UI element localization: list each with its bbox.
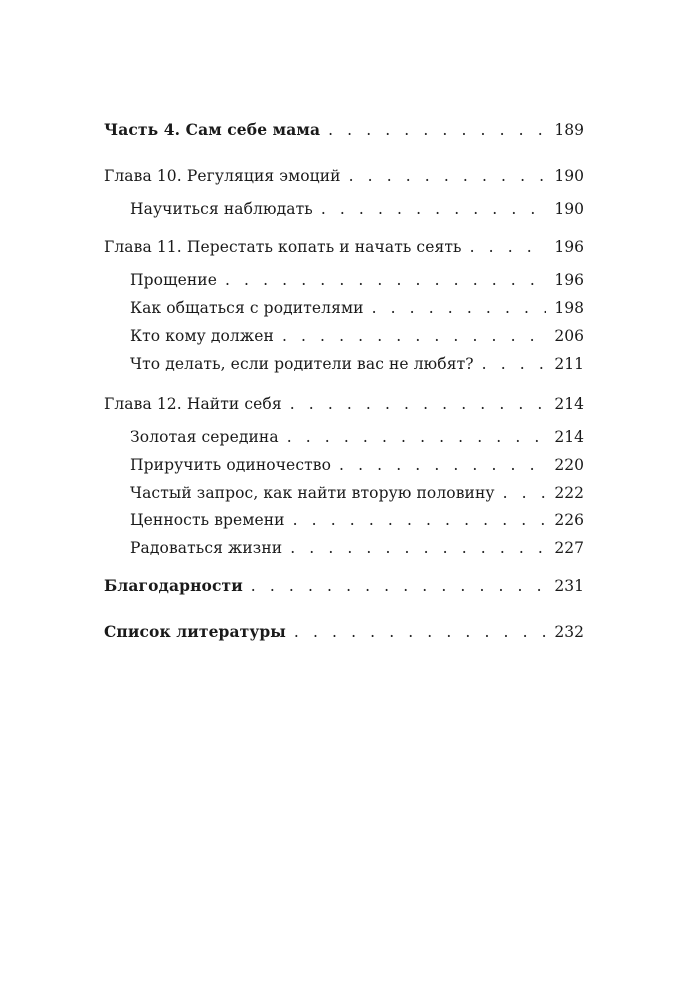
toc-leader-dots xyxy=(339,453,546,477)
toc-entry-page: 196 xyxy=(554,238,584,256)
toc-entry-title: Научиться наблюдать xyxy=(130,200,313,218)
toc-entry-title: Ценность времени xyxy=(130,511,285,529)
toc-leader-dots xyxy=(293,508,547,532)
toc-entry-title: Глава 11. Перестать копать и начать сеять xyxy=(104,238,462,256)
toc-entry-title: Что делать, если родители вас не любят? xyxy=(130,355,474,373)
toc-entry-part-4 xyxy=(104,118,584,142)
toc-entry-title: Часть 4. Сам себе мама xyxy=(104,120,321,139)
toc-entry-title: Золотая середина xyxy=(130,428,279,446)
toc-entry-page: 214 xyxy=(554,395,584,413)
toc-entry-chapter-11 xyxy=(104,235,584,259)
toc-leader-dots xyxy=(328,118,546,142)
toc-entry-acknowledgements xyxy=(104,574,584,598)
toc-entry-page: 214 xyxy=(554,428,584,446)
toc-entry-section xyxy=(130,324,584,348)
toc-entry-section xyxy=(130,425,584,449)
toc-entry-title: Благодарности xyxy=(104,576,243,595)
toc-entry-page: 211 xyxy=(554,355,584,373)
toc-leader-dots xyxy=(372,296,547,320)
toc-leader-dots xyxy=(251,574,547,598)
toc-entry-page: 190 xyxy=(554,200,584,218)
toc-leader-dots xyxy=(290,392,547,416)
toc-entry-page: 222 xyxy=(554,484,584,502)
toc-entry-bibliography xyxy=(104,620,584,644)
toc-entry-page: 189 xyxy=(554,121,584,139)
toc-entry-section xyxy=(130,453,584,477)
toc-entry-section xyxy=(130,352,584,376)
toc-entry-title: Радоваться жизни xyxy=(130,539,283,557)
toc-entry-section xyxy=(130,508,584,532)
toc-entry-chapter-12 xyxy=(104,392,584,416)
toc-leader-dots xyxy=(225,268,546,292)
table-of-contents xyxy=(104,0,584,1000)
toc-leader-dots xyxy=(470,235,547,259)
toc-entry-section xyxy=(130,481,584,505)
toc-entry-title: Приручить одиночество xyxy=(130,456,332,474)
toc-leader-dots xyxy=(321,197,547,221)
toc-entry-section xyxy=(130,536,584,560)
toc-leader-dots xyxy=(287,425,547,449)
toc-entry-title: Как общаться с родителями xyxy=(130,299,364,317)
toc-leader-dots xyxy=(503,481,547,505)
toc-entry-page: 206 xyxy=(554,327,584,345)
toc-entry-title: Глава 12. Найти себя xyxy=(104,395,282,413)
toc-entry-section xyxy=(130,197,584,221)
toc-entry-page: 196 xyxy=(554,271,584,289)
toc-entry-page: 190 xyxy=(554,167,584,185)
toc-entry-title: Список литературы xyxy=(104,622,286,641)
toc-entry-section xyxy=(130,268,584,292)
toc-entry-title: Глава 10. Регуляция эмоций xyxy=(104,167,341,185)
toc-leader-dots xyxy=(282,324,546,348)
toc-entry-chapter-10 xyxy=(104,164,584,188)
toc-leader-dots xyxy=(290,536,546,560)
toc-entry-title: Прощение xyxy=(130,271,217,289)
toc-entry-page: 232 xyxy=(554,623,584,641)
toc-entry-page: 198 xyxy=(554,299,584,317)
toc-entry-section xyxy=(130,296,584,320)
toc-entry-title: Частый запрос, как найти вторую половину xyxy=(130,484,495,502)
toc-leader-dots xyxy=(482,352,547,376)
toc-leader-dots xyxy=(349,164,547,188)
toc-entry-page: 227 xyxy=(554,539,584,557)
toc-entry-page: 226 xyxy=(554,511,584,529)
toc-entry-page: 231 xyxy=(554,577,584,595)
toc-leader-dots xyxy=(294,620,546,644)
toc-entry-title: Кто кому должен xyxy=(130,327,274,345)
toc-entry-page: 220 xyxy=(554,456,584,474)
